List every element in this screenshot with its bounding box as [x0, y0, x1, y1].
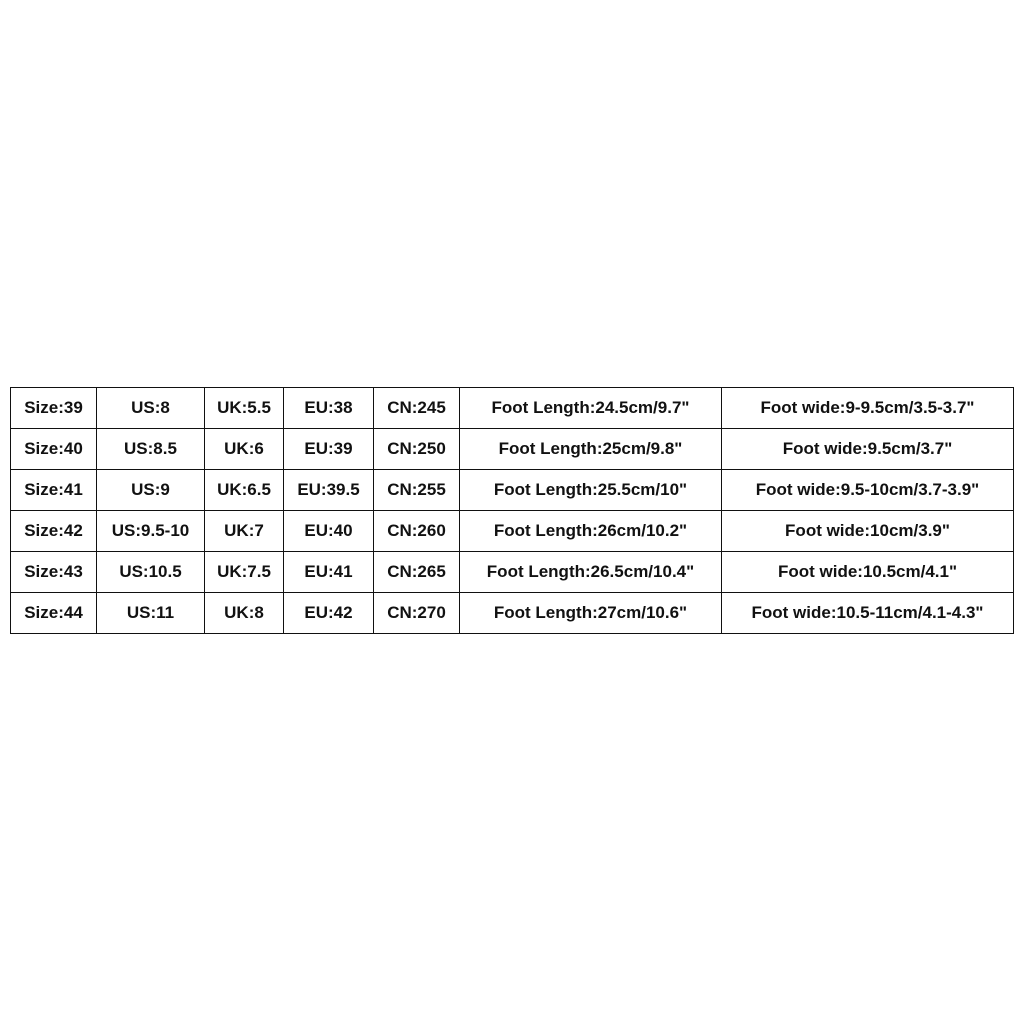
- us-size-cell: US:10.5: [97, 552, 205, 593]
- foot-length-cell: Foot Length:27cm/10.6": [460, 593, 722, 634]
- size-cell: Size:43: [11, 552, 97, 593]
- foot-wide-cell: Foot wide:10.5-11cm/4.1-4.3": [722, 593, 1014, 634]
- eu-size-cell: EU:39.5: [284, 470, 374, 511]
- uk-size-cell: UK:5.5: [205, 388, 284, 429]
- cn-size-cell: CN:265: [374, 552, 460, 593]
- size-cell: Size:39: [11, 388, 97, 429]
- table-row: [11, 511, 1014, 552]
- foot-length-cell: Foot Length:25.5cm/10": [460, 470, 722, 511]
- foot-wide-cell: Foot wide:9.5cm/3.7": [722, 429, 1014, 470]
- us-size-cell: US:9.5-10: [97, 511, 205, 552]
- size-cell: Size:41: [11, 470, 97, 511]
- uk-size-cell: UK:6: [205, 429, 284, 470]
- foot-length-cell: Foot Length:26cm/10.2": [460, 511, 722, 552]
- us-size-cell: US:8: [97, 388, 205, 429]
- eu-size-cell: EU:38: [284, 388, 374, 429]
- eu-size-cell: EU:41: [284, 552, 374, 593]
- cn-size-cell: CN:270: [374, 593, 460, 634]
- table-row: [11, 593, 1014, 634]
- uk-size-cell: UK:8: [205, 593, 284, 634]
- us-size-cell: US:8.5: [97, 429, 205, 470]
- size-cell: Size:40: [11, 429, 97, 470]
- foot-length-cell: Foot Length:24.5cm/9.7": [460, 388, 722, 429]
- foot-wide-cell: Foot wide:10.5cm/4.1": [722, 552, 1014, 593]
- size-chart-table: [10, 387, 1014, 634]
- uk-size-cell: UK:7: [205, 511, 284, 552]
- table-row: [11, 470, 1014, 511]
- table-row: [11, 552, 1014, 593]
- foot-length-cell: Foot Length:25cm/9.8": [460, 429, 722, 470]
- foot-wide-cell: Foot wide:10cm/3.9": [722, 511, 1014, 552]
- eu-size-cell: EU:40: [284, 511, 374, 552]
- foot-wide-cell: Foot wide:9.5-10cm/3.7-3.9": [722, 470, 1014, 511]
- cn-size-cell: CN:255: [374, 470, 460, 511]
- uk-size-cell: UK:6.5: [205, 470, 284, 511]
- uk-size-cell: UK:7.5: [205, 552, 284, 593]
- eu-size-cell: EU:42: [284, 593, 374, 634]
- size-cell: Size:42: [11, 511, 97, 552]
- us-size-cell: US:11: [97, 593, 205, 634]
- size-cell: Size:44: [11, 593, 97, 634]
- foot-length-cell: Foot Length:26.5cm/10.4": [460, 552, 722, 593]
- us-size-cell: US:9: [97, 470, 205, 511]
- foot-wide-cell: Foot wide:9-9.5cm/3.5-3.7": [722, 388, 1014, 429]
- table-row: [11, 429, 1014, 470]
- table-row: [11, 388, 1014, 429]
- cn-size-cell: CN:245: [374, 388, 460, 429]
- cn-size-cell: CN:260: [374, 511, 460, 552]
- eu-size-cell: EU:39: [284, 429, 374, 470]
- cn-size-cell: CN:250: [374, 429, 460, 470]
